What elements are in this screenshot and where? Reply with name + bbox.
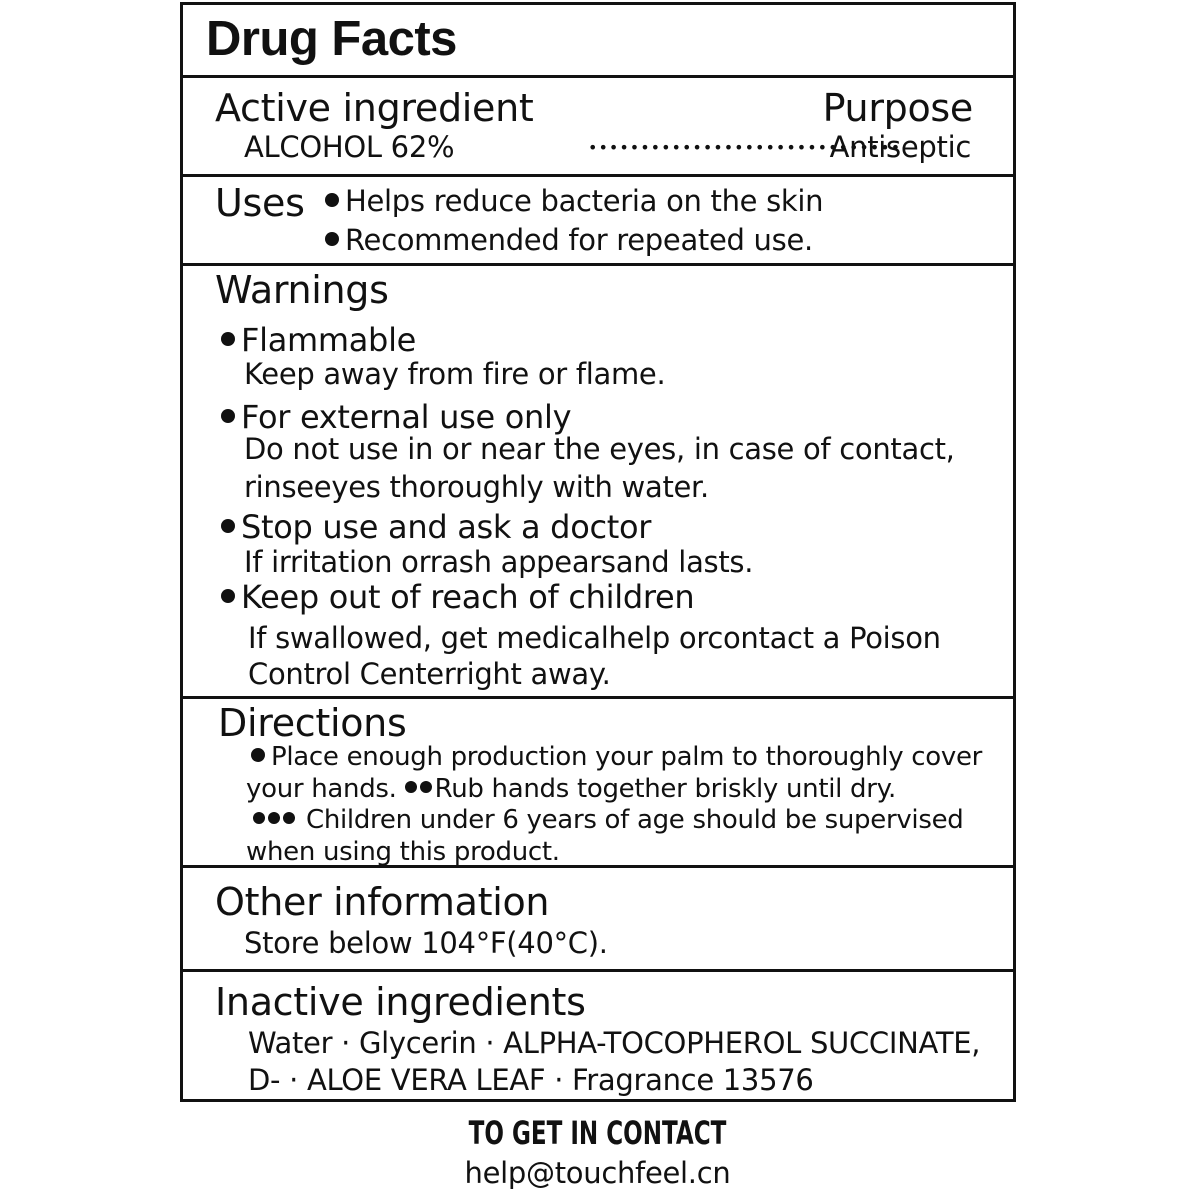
bullet-icon (325, 193, 339, 207)
bullet-icon (283, 812, 295, 824)
warning-title: Flammable (221, 321, 416, 359)
other-information-text: Store below 104°F(40°C). (244, 926, 608, 960)
bullet-icon (251, 748, 265, 762)
directions-line: when using this product. (246, 837, 560, 867)
drug-facts-label (180, 2, 1016, 1102)
warnings-heading: Warnings (215, 268, 389, 312)
active-ingredient-value: ALCOHOL 62% (244, 130, 455, 164)
active-ingredient-heading: Active ingredient (215, 86, 534, 130)
warning-title: Keep out of reach of children (221, 578, 694, 616)
dotted-leader: •••••••••••••••••••••••••••••• (588, 138, 902, 157)
warning-title: For external use only (221, 398, 571, 436)
uses-section (183, 177, 1013, 266)
other-information-heading: Other information (215, 880, 550, 924)
bullet-icon (325, 232, 339, 246)
label-title: Drug Facts (206, 12, 457, 66)
warning-text: If swallowed, get medicalhelp orcontact a Poison (248, 621, 941, 655)
inactive-ingredients-heading: Inactive ingredients (215, 980, 586, 1024)
inactive-ingredients-line: D- · ALOE VERA LEAF · Fragrance 13576 (248, 1063, 814, 1097)
other-information-section (183, 868, 1013, 972)
bullet-icon (253, 812, 265, 824)
directions-line: Place enough production your palm to thoroughly cover (251, 742, 982, 772)
directions-heading: Directions (218, 701, 407, 745)
warning-text: Control Centerright away. (248, 657, 611, 691)
warning-text: If irritation orrash appearsand lasts. (244, 545, 754, 579)
bullet-icon (268, 812, 280, 824)
title-section (183, 5, 1013, 78)
uses-item: Recommended for repeated use. (325, 223, 813, 257)
bullet-icon (420, 781, 432, 793)
warning-title: Stop use and ask a doctor (221, 508, 651, 546)
contact-email: help@touchfeel.cn (464, 1156, 731, 1190)
warning-text: Keep away from fire or flame. (244, 357, 666, 391)
bullet-icon (405, 781, 417, 793)
warnings-section (183, 266, 1013, 699)
inactive-ingredients-line: Water · Glycerin · ALPHA-TOCOPHEROL SUCCINATE, (248, 1026, 981, 1060)
uses-heading: Uses (215, 181, 305, 225)
contact-heading: TO GET IN CONTACT (468, 1114, 727, 1152)
bullet-icon (221, 519, 235, 533)
purpose-value: Antiseptic (829, 130, 971, 164)
bullet-icon (221, 332, 235, 346)
active-ingredient-section (183, 78, 1013, 177)
bullet-icon (221, 409, 235, 423)
bullet-icon (221, 589, 235, 603)
warning-text: Do not use in or near the eyes, in case of contact, (244, 432, 955, 466)
purpose-heading: Purpose (822, 86, 973, 130)
directions-line: Children under 6 years of age should be supervised (253, 805, 964, 835)
inactive-ingredients-section (183, 972, 1013, 1099)
warning-text: rinseeyes thoroughly with water. (244, 470, 709, 504)
directions-section (183, 699, 1013, 868)
directions-line: your hands. Rub hands together briskly until dry. (246, 774, 896, 804)
uses-item: Helps reduce bacteria on the skin (325, 184, 823, 218)
